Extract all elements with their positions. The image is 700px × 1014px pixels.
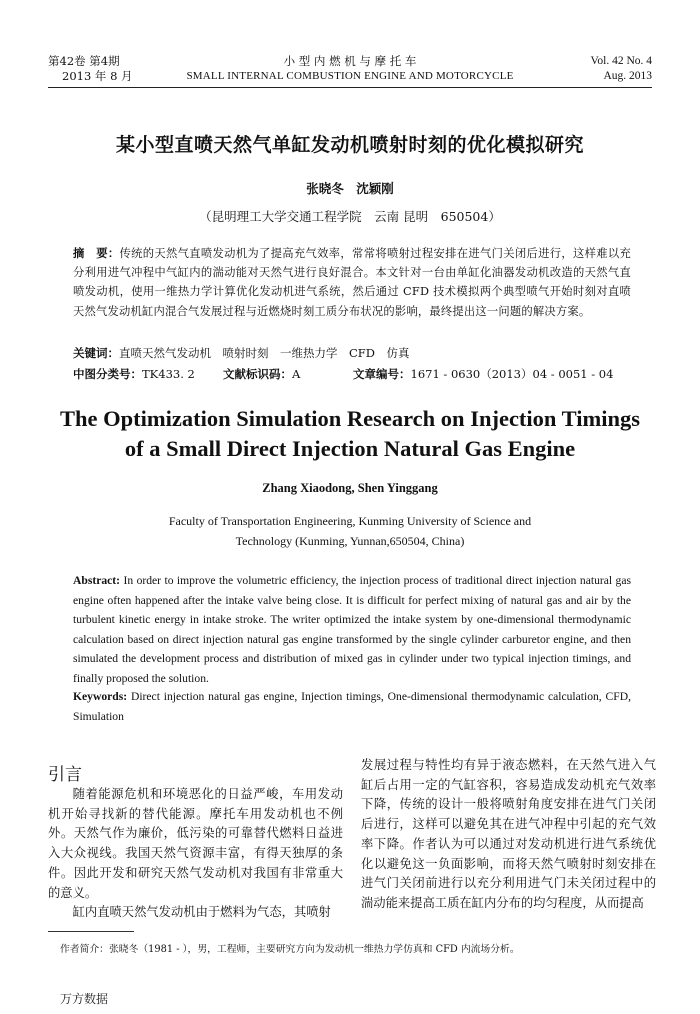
- document-code: 文献标识码：A: [223, 367, 301, 381]
- abstract-cn: [73, 244, 631, 321]
- authors-en: Zhang Xiaodong, Shen Yinggang: [262, 481, 438, 495]
- body-column-left: [48, 785, 343, 923]
- intro-paragraph-2: 缸内直喷天然气发动机由于燃料为气态，其喷射: [72, 905, 331, 920]
- abstract-en-label: Abstract:: [73, 574, 121, 587]
- paper-title-cn: 某小型直喷天然气单缸发动机喷射时刻的优化模拟研究: [115, 134, 584, 156]
- keywords-en-text: Direct injection natural gas engine, Injection timings, One-dimensional thermodynamic calculation, CFD, Simulation: [73, 690, 631, 723]
- journal-name-en: SMALL INTERNAL COMBUSTION ENGINE AND MOTORCYCLE: [186, 70, 514, 82]
- header-rule: [48, 87, 652, 88]
- keywords-en: [73, 687, 631, 726]
- clc-number: 中图分类号：TK433. 2: [73, 367, 195, 381]
- watermark-text: 万方数据: [60, 992, 109, 1006]
- keywords-cn-text: 直喷天然气发动机 喷射时刻 一维热力学 CFD 仿真: [119, 346, 410, 360]
- abstract-cn-text: 传统的天然气直喷发动机为了提高充气效率，常常将喷射过程安排在进气门关闭后进行，这样难以充分利用进气冲程中气缸内的湍动能对天然气进行良好混合。本文针对一台由单缸化油器发动机改造的天然气直喷发动机，使用一维热力学计算优化发动机进气系统，然后通过 CFD 技术模拟两个典型喷气开始时刻对直喷天然气发动机缸内混合气发展过程与近燃烧时刻工质分布状况的影响，最终提出这一问题的解决方案。: [73, 247, 631, 318]
- header-volume-issue: [48, 54, 188, 84]
- keywords-cn-label: 关键词：: [73, 346, 119, 360]
- intro-paragraph-continued: 发展过程与特性均有异于液态燃料，在天然气进入气缸后占用一定的气缸容积，容易造成发动机充气效率下降，传统的设计一般将喷射角度安排在进气门关闭后进行，这样可以避免其在进气冲程中引起的充气效率下降。作者认为可以通过对发动机进行进气系统优化以避免这一负面影响，而将天然气喷射时刻安排在进气门关闭前进行以充分利用进气门未关闭过程中的湍动能来提高工质在缸内分布的均匀程度，从而提高: [361, 758, 656, 910]
- date-en: Aug. 2013: [603, 70, 652, 82]
- affiliation-en-line2: Technology (Kunming, Yunnan,650504, China): [235, 534, 465, 548]
- header-journal: [180, 54, 520, 84]
- affiliation-cn: （昆明理工大学交通工程学院 云南 昆明 650504）: [199, 209, 501, 224]
- affiliation-en-line1: Faculty of Transportation Engineering, Kunming University of Science and: [168, 514, 532, 528]
- body-column-right: [361, 756, 656, 914]
- journal-name-cn: 小 型 内 燃 机 与 摩 托 车: [283, 54, 417, 68]
- volume-issue-en: Vol. 42 No. 4: [590, 55, 652, 67]
- article-number: 文章编号：1671 - 0630（2013）04 - 0051 - 04: [353, 367, 614, 381]
- abstract-en: [73, 571, 631, 688]
- header-volume-en: [540, 54, 652, 84]
- abstract-cn-label: 摘 要：: [73, 247, 120, 260]
- keywords-cn: [73, 345, 631, 361]
- abstract-en-text: In order to improve the volumetric efficiency, the injection process of traditional direct injection natural gas engine often happened after the intake valve being close. It is difficult for perfect mixing of natural gas and air by the turbulent kinetic energy in intake stroke. The writer optimized the intake system by one-dimensional thermodynamic calculation based on direct injection natural gas engine transformed by the single cylinder carburetor engine, and then simulated the development process and distribution of mixed gas in cylinder under two typical injection timings, and finally proposed the solution.: [73, 574, 631, 685]
- intro-paragraph-1: 随着能源危机和环境恶化的日益严峻，车用发动机开始寻找新的替代能源。摩托车用发动机也不例外。天然气作为廉价，低污染的可靠替代燃料日益进入大众视线。我国天然气资源丰富，有得天独厚的条件。因此开发和研究天然气发动机对我国有非常重大的意义。: [48, 787, 343, 900]
- affiliation-en: [48, 511, 652, 551]
- footnote-rule: [48, 931, 134, 932]
- paper-title-en: The Optimization Simulation Research on Injection Timings of a Small Direct Injection Natural Gas Engine: [59, 406, 641, 461]
- author-footnote: 作者简介：张晓冬（1981 - ），男，工程师，主要研究方向为发动机一维热力学仿真和 CFD 内流场分析。: [60, 944, 520, 955]
- volume-issue-cn: 第42卷 第4期: [48, 54, 120, 68]
- keywords-en-label: Keywords:: [73, 690, 128, 703]
- authors-cn: 张晓冬 沈颖刚: [306, 181, 394, 196]
- section-heading-intro: 引言: [48, 765, 82, 785]
- date-cn: 2013 年 8 月: [62, 69, 133, 83]
